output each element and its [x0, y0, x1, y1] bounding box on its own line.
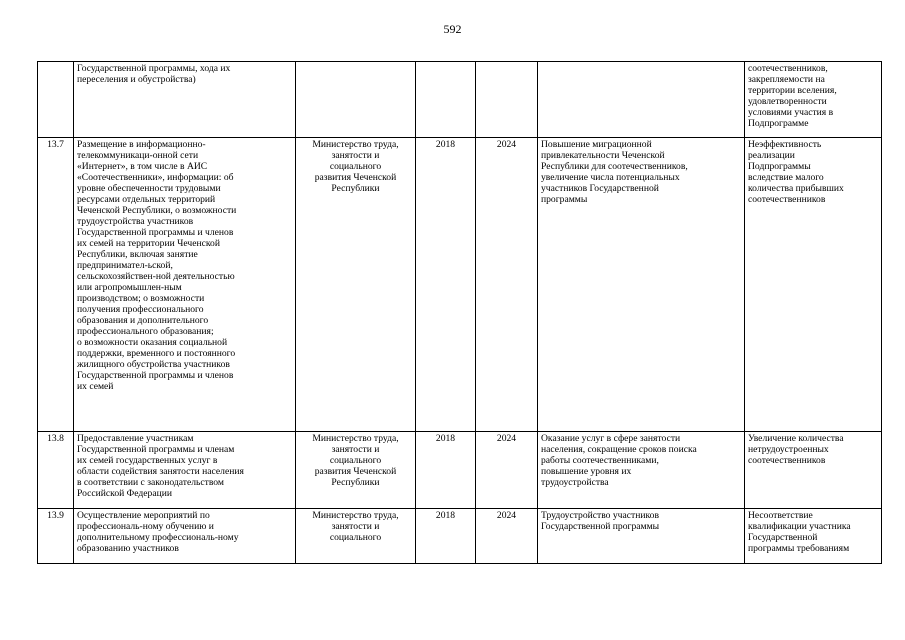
- executor-cell-line: развития Чеченской: [314, 172, 397, 183]
- executor-cell-line: занятости и: [331, 444, 380, 455]
- expected-result-cell-line: увеличение числа потенциальных: [541, 172, 680, 183]
- activity-name-cell-line: о возможности оказания социальной: [77, 337, 228, 348]
- executor-cell-line: Министерство труда,: [312, 510, 399, 521]
- activity-name-cell-line: Российской Федерации: [77, 488, 172, 499]
- risk-cell-line: Государственной: [748, 532, 818, 543]
- executor-cell-line: развития Чеченской: [314, 466, 397, 477]
- row-number-cell: 13.7: [38, 138, 74, 432]
- executor-cell-line: социального: [329, 161, 382, 172]
- activity-name-cell: [74, 432, 296, 509]
- activity-name-cell-line: предпринимател-ьской,: [77, 260, 173, 271]
- activity-name-cell-line: Чеченской Республики, о возможности: [77, 205, 237, 216]
- activity-name-cell-line: Государственной программы, хода их: [77, 63, 231, 74]
- activity-name-cell-line: поддержки, временного и постоянного: [77, 348, 236, 359]
- activity-name-cell-line: Республики, включая занятие: [77, 249, 198, 260]
- expected-result-cell-line: участников Государственной: [541, 183, 659, 194]
- risk-cell-line: Подпрограммы: [748, 161, 811, 172]
- start-year-cell: [416, 62, 476, 138]
- risk-cell-line: программы требованиям: [748, 543, 850, 554]
- table-body: [38, 62, 882, 564]
- risk-cell-line: Увеличение количества: [748, 433, 844, 444]
- row-number-cell: 13.8: [38, 432, 74, 509]
- end-year-cell: 2024: [476, 432, 538, 509]
- activity-name-cell-line: Осуществление мероприятий по: [77, 510, 210, 521]
- activity-name-cell-line: в соответствии с законодательством: [77, 477, 224, 488]
- activity-name-cell-line: области содействия занятости населения: [77, 466, 244, 477]
- risk-cell-line: Подпрограмме: [748, 118, 809, 129]
- expected-result-cell-line: Трудоустройство участников: [541, 510, 659, 521]
- table-row: [38, 62, 882, 138]
- executor-cell: [296, 62, 416, 138]
- expected-result-cell: [538, 138, 745, 432]
- expected-result-cell: [538, 432, 745, 509]
- executor-cell-line: Министерство труда,: [312, 433, 399, 444]
- activity-name-cell-line: Предоставление участникам: [77, 433, 194, 444]
- executor-cell-line: Министерство труда,: [312, 139, 399, 150]
- expected-result-cell-line: Государственной программы: [541, 521, 660, 532]
- activity-name-cell-line: Государственной программы и членов: [77, 370, 234, 381]
- activity-name-cell-line: Государственной программы и членов: [77, 227, 234, 238]
- activity-name-cell-line: профессионального образования;: [77, 326, 214, 337]
- expected-result-cell-line: программы: [541, 194, 588, 205]
- start-year-cell: 2018: [416, 432, 476, 509]
- risk-cell-line: нетрудоустроенных: [748, 444, 829, 455]
- end-year-cell: 2024: [476, 138, 538, 432]
- table-row: [38, 509, 882, 564]
- activity-name-cell-line: телекоммуникаци-онной сети: [77, 150, 199, 161]
- activity-name-cell-line: или агропромышлен-ным: [77, 282, 182, 293]
- activity-name-cell-line: их семей на территории Чеченской: [77, 238, 220, 249]
- expected-result-cell: [538, 509, 745, 564]
- row-number-cell: [38, 62, 74, 138]
- risk-cell-line: количества прибывших: [748, 183, 844, 194]
- expected-result-cell-line: Республики для соотечественников,: [541, 161, 688, 172]
- executor-cell: [296, 432, 416, 509]
- risk-cell: [745, 432, 882, 509]
- expected-result-cell-line: населения, сокращение сроков поиска: [541, 444, 697, 455]
- page-number: 592: [443, 22, 462, 36]
- activity-name-cell-line: образования и дополнительного: [77, 315, 209, 326]
- activity-name-cell: [74, 138, 296, 432]
- executor-cell-line: занятости и: [331, 521, 380, 532]
- activity-name-cell-line: Размещение в информационно-: [77, 139, 206, 150]
- activity-name-cell-line: сельскохозяйствен-ной деятельностью: [77, 271, 235, 282]
- program-activities-table: [37, 61, 882, 564]
- activity-name-cell-line: жилищного обустройства участников: [77, 359, 230, 370]
- expected-result-cell-line: работы соотечественниками,: [541, 455, 659, 466]
- end-year-cell: [476, 62, 538, 138]
- executor-cell-line: социального: [329, 455, 382, 466]
- risk-cell-line: Несоответствие: [748, 510, 813, 521]
- expected-result-cell: [538, 62, 745, 138]
- risk-cell-line: соотечественников,: [748, 63, 828, 74]
- activity-name-cell-line: получения профессионального: [77, 304, 204, 315]
- end-year-cell: 2024: [476, 509, 538, 564]
- risk-cell-line: условиями участия в: [748, 107, 834, 118]
- start-year-cell: 2018: [416, 138, 476, 432]
- risk-cell: [745, 138, 882, 432]
- activity-name-cell-line: ресурсами отдельных территорий: [77, 194, 216, 205]
- activity-name-cell-line: «Соотечественники», информации: об: [77, 172, 234, 183]
- expected-result-cell-line: Оказание услуг в сфере занятости: [541, 433, 681, 444]
- risk-cell-line: соотечественников: [748, 194, 826, 205]
- risk-cell-line: Неэффективность: [748, 139, 822, 150]
- expected-result-cell-line: привлекательности Чеченской: [541, 150, 665, 161]
- activity-name-cell-line: их семей государственных услуг в: [77, 455, 218, 466]
- activity-name-cell-line: «Интернет», в том числе в АИС: [77, 161, 208, 172]
- risk-cell-line: удовлетворенности: [748, 96, 827, 107]
- executor-cell: [296, 509, 416, 564]
- risk-cell-line: квалификации участника: [748, 521, 851, 532]
- risk-cell-line: реализации: [748, 150, 795, 161]
- executor-cell-line: социального: [329, 532, 382, 543]
- activity-name-cell-line: трудоустройства участников: [77, 216, 194, 227]
- activity-name-cell-line: переселения и обустройства): [77, 74, 196, 85]
- executor-cell-line: Республики: [331, 183, 380, 194]
- activity-name-cell: [74, 62, 296, 138]
- expected-result-cell-line: Повышение миграционной: [541, 139, 652, 150]
- risk-cell: [745, 62, 882, 138]
- activity-name-cell-line: образованию участников: [77, 543, 179, 554]
- activity-name-cell-line: их семей: [77, 381, 114, 392]
- expected-result-cell-line: повышение уровня их: [541, 466, 632, 477]
- activity-name-cell-line: производством; о возможности: [77, 293, 205, 304]
- row-number-cell: 13.9: [38, 509, 74, 564]
- activity-name-cell-line: Государственной программы и членам: [77, 444, 235, 455]
- start-year-cell: 2018: [416, 509, 476, 564]
- expected-result-cell-line: трудоустройства: [541, 477, 609, 488]
- activity-name-cell-line: профессиональ-ному обучению и: [77, 521, 214, 532]
- table-row: [38, 432, 882, 509]
- table-row: [38, 138, 882, 432]
- activity-name-cell-line: дополнительному профессиональ-ному: [77, 532, 239, 543]
- risk-cell-line: соотечественников: [748, 455, 826, 466]
- executor-cell-line: занятости и: [331, 150, 380, 161]
- executor-cell-line: Республики: [331, 477, 380, 488]
- activity-name-cell-line: уровне обеспеченности трудовыми: [77, 183, 221, 194]
- risk-cell-line: закрепляемости на: [748, 74, 825, 85]
- executor-cell: [296, 138, 416, 432]
- risk-cell-line: вследствие малого: [748, 172, 824, 183]
- risk-cell-line: территории вселения,: [748, 85, 837, 96]
- risk-cell: [745, 509, 882, 564]
- activity-name-cell: [74, 509, 296, 564]
